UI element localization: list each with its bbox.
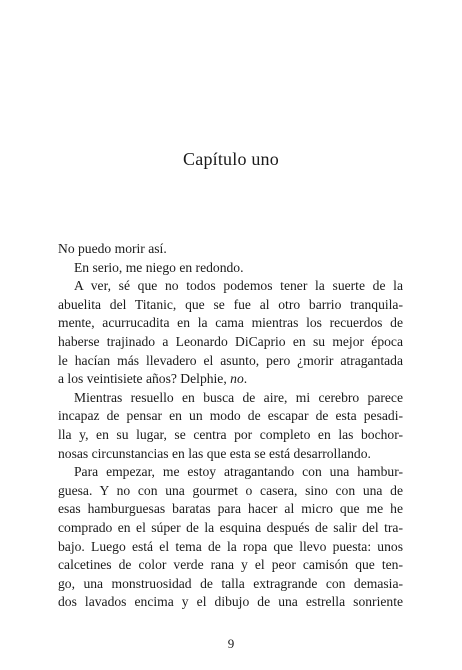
text-line: calcetines de color verde rana y el peor camisón que ten-	[58, 557, 403, 573]
text-line: guesa. Y no con una gourmet o casera, sino con una de	[58, 482, 403, 498]
text-line: dos lavados encima y el dibujo de una estrella sonriente	[58, 594, 403, 610]
text-line: esas hamburguesas baratas para hacer al micro que me he	[58, 501, 403, 517]
text-line: A ver, sé que no todos podemos tener la suerte de la	[74, 278, 403, 294]
chapter-body	[58, 240, 403, 612]
chapter-title: Capítulo uno	[183, 149, 279, 169]
text-line: En serio, me niego en redondo.	[74, 259, 244, 275]
text-line: haberse trajinado a Leonardo DiCaprio en su mejor época	[58, 333, 403, 349]
text-line: No puedo morir así.	[58, 241, 167, 256]
emphasis-text: no	[230, 371, 244, 387]
text-line: go, una monstruosidad de talla extragrande con demasia-	[58, 575, 403, 591]
text-line: lla y, en su lugar, se centra por completo en las bochor-	[58, 426, 403, 442]
text-line: incapaz de pensar en un modo de escapar de esta pesadi-	[58, 408, 403, 424]
text-line-delphie	[58, 370, 403, 389]
text-line: mente, acurrucadita en la cama mientras los recuerdos de	[58, 315, 403, 331]
text-line: comprado en el súper de la esquina después de salir del tra-	[58, 519, 403, 535]
text-line: nosas circunstancias en las que esta se está desarrollando.	[58, 445, 371, 461]
text-line: Mientras resuello en busca de aire, mi cerebro parece	[74, 389, 403, 405]
text-line: Para empezar, me estoy atragantando con una hambur-	[74, 464, 403, 480]
page-number: 9	[227, 636, 235, 651]
text-segment: a los veintisiete años? Delphie,	[58, 371, 231, 387]
text-line: le hacían más llevadero el asunto, pero ¿morir atragantada	[58, 352, 403, 368]
text-segment: .	[243, 371, 248, 387]
text-line: bajo. Luego está el tema de la ropa que llevo puesta: unos	[58, 538, 403, 554]
text-line: abuelita del Titanic, que se fue al otro barrio tranquila-	[58, 296, 403, 312]
